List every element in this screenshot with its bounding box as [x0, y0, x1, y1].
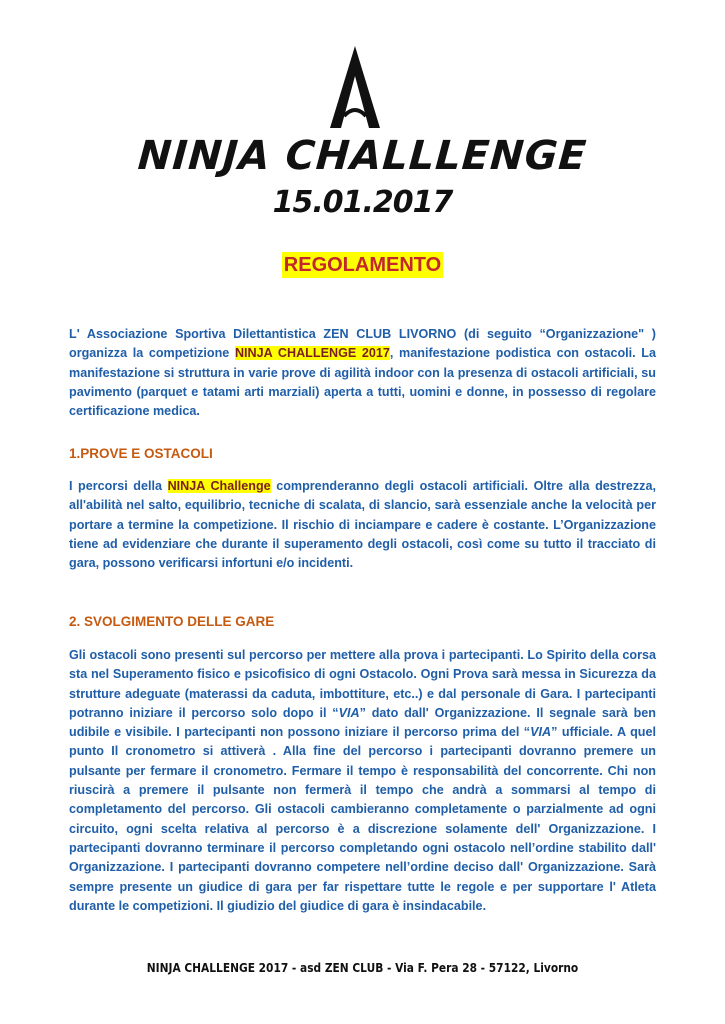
- section1-heading: 1.PROVE E OSTACOLI: [69, 446, 213, 461]
- intro-text-2: , manifestazione podistica con ostacoli. La manifestazione si struttura in varie prove di agilità indoor con la presenza di ostacoli artificiali, su pavimento (parquet e tatami arti marziali) aperta a tutti, uomini e donne, in possesso di regolare certificazione medica.: [69, 346, 656, 419]
- section1-text-2: comprenderanno degli ostacoli artificiali. Oltre alla destrezza, all'abilità nel salto, equilibrio, tecniche di scalata, di slancio, sarà essenziale anche la velocità per portare a termine la competizione. Il rischio di inciampare e cadere è costante. L’Organizzazione tiene ad evidenziare che durante il superamento degli ostacoli, così come su tutto il tracciato di gara, possono verificarsi infortuni e/o incidenti.: [69, 479, 656, 571]
- section2-text-3: ” ufficiale. A quel punto Il cronometro si attiverà . Alla fine del percorso i partecipanti dovranno premere un pulsante per fermare il cronometro. Fermare il tempo è responsabilità del concorrente. Chi non riuscirà a premere il pulsante non fermerà il tempo che andrà a sommarsi al tempo di completamento del percorso. Gli ostacoli cambieranno completamente o parzialmente ad ogni circuito, ogni scelta relativa al percorso è a discrezione solamente dell' Organizzazione. I partecipanti dovranno terminare il percorso completando ogni ostacolo nell’ordine stabilito dall' Organizzazione. I partecipanti dovranno competere nell’ordine deciso dall' Organizzazione. Sarà sempre presente un giudice di gara per far rispettare tutte le regole e per supportare l' Atleta durante le competizioni. Il giudizio del giudice di gara è insindacabile.: [69, 725, 656, 913]
- section1-highlight: NINJA Challenge: [167, 479, 271, 493]
- regolamento-heading: REGOLAMENTO: [283, 254, 442, 276]
- ninja-a-logo-icon: [330, 46, 380, 128]
- event-date: 15.01.2017: [272, 185, 453, 220]
- intro-paragraph: [69, 325, 656, 421]
- intro-highlight: NINJA CHALLENGE 2017: [234, 346, 390, 361]
- regolamento-heading-wrapper: [0, 254, 725, 277]
- event-title: NINJA CHALLLENGE: [136, 133, 589, 179]
- section2-text-2: ” dato dall' Organizzazione. Il segnale sarà ben udibile e visibile. I partecipanti non possono iniziare il percorso prima del “: [69, 705, 656, 740]
- section2-via-2: VIA: [530, 725, 552, 740]
- section1-text-1: I percorsi della: [69, 479, 168, 493]
- section2-via-1: VIA: [338, 705, 360, 720]
- page-footer: NINJA CHALLENGE 2017 - asd ZEN CLUB - Via F. Pera 28 - 57122, Livorno: [146, 960, 579, 975]
- section2-text-1: Gli ostacoli sono presenti sul percorso per mettere alla prova i partecipanti. Lo Spirito della corsa sta nel Superamento fisico e psicofisico di ogni Ostacolo. Ogni Prova sarà messa in Sicurezza da strutture adeguate (materassi da caduta, imbottiture, etc..) e dal personale di Gara. I partecipanti potranno iniziare il percorso solo dopo il “: [69, 648, 656, 720]
- section1-paragraph: [69, 477, 656, 573]
- intro-text-1: L' Associazione Sportiva Dilettantistica ZEN CLUB LIVORNO (di seguito “Organizzazione" ) organizza la competizione: [69, 327, 656, 361]
- section2-paragraph: [69, 646, 656, 916]
- section2-heading: 2. SVOLGIMENTO DELLE GARE: [69, 614, 275, 629]
